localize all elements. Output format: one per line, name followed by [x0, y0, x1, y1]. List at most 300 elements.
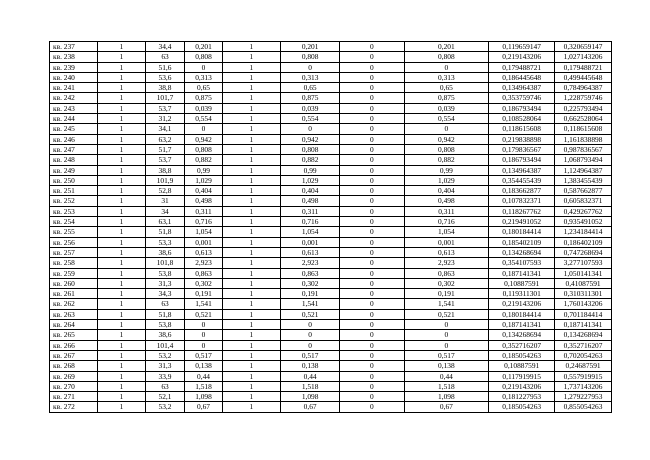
table-cell: 1 [98, 175, 145, 185]
table-cell: 0,039 [404, 103, 489, 113]
table-cell: 0,225793494 [555, 103, 612, 113]
table-cell: 0,186402109 [555, 237, 612, 247]
table-cell: 1 [98, 340, 145, 350]
table-cell: 0,180184414 [489, 309, 555, 319]
table-cell: 0,311 [404, 206, 489, 216]
table-cell: 0 [404, 320, 489, 330]
table-cell: 1 [222, 278, 280, 288]
apartment-label-cell: кв. 255 [50, 227, 98, 237]
apartment-label-cell: кв. 267 [50, 350, 98, 360]
apartment-table-body [50, 42, 612, 413]
table-cell: 0 [340, 330, 404, 340]
table-cell: 0,942 [404, 134, 489, 144]
table-cell: 1,541 [185, 299, 222, 309]
table-cell: 0 [404, 330, 489, 340]
table-row [50, 381, 612, 391]
table-cell: 0,784964387 [555, 83, 612, 93]
table-cell: 0,354455439 [489, 175, 555, 185]
table-row [50, 299, 612, 309]
table-cell: 0,517 [404, 350, 489, 360]
table-cell: 1 [98, 52, 145, 62]
table-cell: 1 [98, 299, 145, 309]
table-cell: 53,3 [145, 237, 185, 247]
table-cell: 0,187141341 [555, 320, 612, 330]
apartment-label-cell: кв. 238 [50, 52, 98, 62]
table-cell: 0,99 [281, 165, 340, 175]
table-cell: 1 [98, 309, 145, 319]
table-cell: 0,702054263 [555, 350, 612, 360]
table-cell: 0,039 [281, 103, 340, 113]
table-cell: 0 [340, 371, 404, 381]
table-cell: 0 [185, 330, 222, 340]
table-cell: 0,521 [404, 309, 489, 319]
table-cell: 38,8 [145, 165, 185, 175]
table-cell: 0 [340, 144, 404, 154]
table-cell: 1 [98, 103, 145, 113]
apartment-label-cell: кв. 266 [50, 340, 98, 350]
table-cell: 1,029 [281, 175, 340, 185]
table-cell: 1,279227953 [555, 392, 612, 402]
table-cell: 53,2 [145, 402, 185, 412]
table-cell: 1 [222, 309, 280, 319]
table-cell: 1 [98, 278, 145, 288]
apartment-label-cell: кв. 252 [50, 196, 98, 206]
table-cell: 0,747268694 [555, 247, 612, 257]
table-cell: 0,863 [281, 268, 340, 278]
table-cell: 0,942 [281, 134, 340, 144]
table-cell: 52,1 [145, 392, 185, 402]
table-cell: 0 [404, 340, 489, 350]
table-cell: 1,234184414 [555, 227, 612, 237]
table-cell: 1,098 [404, 392, 489, 402]
table-cell: 1 [222, 165, 280, 175]
table-row [50, 227, 612, 237]
table-cell: 0 [340, 268, 404, 278]
table-cell: 1,760143206 [555, 299, 612, 309]
table-cell: 1 [98, 93, 145, 103]
table-cell: 0 [340, 350, 404, 360]
table-cell: 0,201 [281, 42, 340, 52]
table-cell: 1 [98, 381, 145, 391]
table-cell: 0,24687591 [555, 361, 612, 371]
table-cell: 1,029 [404, 175, 489, 185]
table-cell: 0,44 [281, 371, 340, 381]
table-cell: 0,605832371 [555, 196, 612, 206]
table-cell: 0,10887591 [489, 361, 555, 371]
table-cell: 1 [222, 72, 280, 82]
table-cell: 1,050141341 [555, 268, 612, 278]
table-cell: 0,138 [404, 361, 489, 371]
table-cell: 0 [340, 237, 404, 247]
table-cell: 0,613 [281, 247, 340, 257]
table-cell: 0,311 [185, 206, 222, 216]
table-cell: 0,001 [281, 237, 340, 247]
table-cell: 1 [222, 268, 280, 278]
table-cell: 0,404 [281, 186, 340, 196]
table-cell: 0,180184414 [489, 227, 555, 237]
table-cell: 1 [98, 330, 145, 340]
table-cell: 0,352716207 [489, 340, 555, 350]
table-cell: 1 [98, 83, 145, 93]
apartment-label-cell: кв. 268 [50, 361, 98, 371]
table-cell: 0,855054263 [555, 402, 612, 412]
table-cell: 0 [340, 72, 404, 82]
table-cell: 1 [222, 42, 280, 52]
apartment-label-cell: кв. 250 [50, 175, 98, 185]
table-cell: 0,118615608 [489, 124, 555, 134]
table-row [50, 186, 612, 196]
table-cell: 0 [340, 186, 404, 196]
apartment-table-sheet [49, 41, 612, 413]
table-cell: 0,404 [404, 186, 489, 196]
table-cell: 0,808 [281, 144, 340, 154]
table-cell: 1 [98, 155, 145, 165]
table-cell: 1,054 [404, 227, 489, 237]
apartment-label-cell: кв. 248 [50, 155, 98, 165]
table-row [50, 83, 612, 93]
table-cell: 31 [145, 196, 185, 206]
table-cell: 1 [222, 186, 280, 196]
table-cell: 52,8 [145, 186, 185, 196]
table-row [50, 196, 612, 206]
table-row [50, 247, 612, 257]
table-row [50, 165, 612, 175]
table-row [50, 93, 612, 103]
table-cell: 0 [340, 114, 404, 124]
table-cell: 53,6 [145, 72, 185, 82]
table-cell: 0,138 [281, 361, 340, 371]
table-cell: 53,7 [145, 103, 185, 113]
table-cell: 0,185054263 [489, 350, 555, 360]
table-cell: 1 [222, 371, 280, 381]
table-cell: 0,41087591 [555, 278, 612, 288]
table-cell: 1 [222, 217, 280, 227]
table-cell: 0 [340, 124, 404, 134]
table-cell: 0 [340, 103, 404, 113]
table-cell: 0,499445648 [555, 72, 612, 82]
table-cell: 1 [222, 62, 280, 72]
table-cell: 1 [98, 72, 145, 82]
apartment-label-cell: кв. 245 [50, 124, 98, 134]
table-cell: 0 [340, 289, 404, 299]
apartment-label-cell: кв. 249 [50, 165, 98, 175]
table-cell: 0,808 [404, 52, 489, 62]
table-cell: 1 [98, 206, 145, 216]
apartment-label-cell: кв. 253 [50, 206, 98, 216]
table-cell: 0 [185, 62, 222, 72]
table-cell: 2,923 [185, 258, 222, 268]
table-cell: 1 [222, 124, 280, 134]
table-cell: 0,134964387 [489, 165, 555, 175]
table-cell: 0,183662877 [489, 186, 555, 196]
table-cell: 0 [340, 93, 404, 103]
table-cell: 1,228759746 [555, 93, 612, 103]
table-cell: 1 [222, 361, 280, 371]
apartment-label-cell: кв. 265 [50, 330, 98, 340]
table-cell: 0,313 [281, 72, 340, 82]
table-cell: 1 [222, 134, 280, 144]
table-cell: 0,191 [281, 289, 340, 299]
table-cell: 1 [222, 227, 280, 237]
table-cell: 34,3 [145, 289, 185, 299]
table-cell: 1 [222, 196, 280, 206]
table-cell: 0,498 [281, 196, 340, 206]
table-cell: 0,117919915 [489, 371, 555, 381]
table-cell: 0,134268694 [489, 247, 555, 257]
table-cell: 0,310311301 [555, 289, 612, 299]
table-cell: 0,186793494 [489, 103, 555, 113]
table-cell: 1 [98, 165, 145, 175]
table-cell: 0,201 [404, 42, 489, 52]
table-cell: 0,219143206 [489, 299, 555, 309]
table-cell: 53,8 [145, 320, 185, 330]
table-cell: 0 [404, 124, 489, 134]
table-cell: 1 [98, 114, 145, 124]
table-cell: 0,302 [404, 278, 489, 288]
apartment-label-cell: кв. 243 [50, 103, 98, 113]
table-row [50, 268, 612, 278]
table-cell: 0,138 [185, 361, 222, 371]
table-cell: 1 [98, 196, 145, 206]
table-cell: 0,67 [185, 402, 222, 412]
table-cell: 1 [98, 217, 145, 227]
table-cell: 2,923 [281, 258, 340, 268]
table-cell: 0 [404, 62, 489, 72]
table-cell: 0 [281, 340, 340, 350]
table-cell: 0,557919915 [555, 371, 612, 381]
table-cell: 0,808 [281, 52, 340, 62]
table-cell: 0,134964387 [489, 83, 555, 93]
table-cell: 0 [340, 62, 404, 72]
table-cell: 0 [340, 392, 404, 402]
table-row [50, 42, 612, 52]
table-cell: 53,7 [145, 155, 185, 165]
table-cell: 0,716 [281, 217, 340, 227]
table-cell: 0,875 [281, 93, 340, 103]
table-row [50, 278, 612, 288]
table-cell: 0,65 [185, 83, 222, 93]
table-cell: 1 [98, 134, 145, 144]
table-cell: 0,863 [185, 268, 222, 278]
table-cell: 38,6 [145, 247, 185, 257]
table-row [50, 350, 612, 360]
table-cell: 0,10887591 [489, 278, 555, 288]
apartment-label-cell: кв. 246 [50, 134, 98, 144]
table-cell: 0,716 [185, 217, 222, 227]
table-cell: 34,4 [145, 42, 185, 52]
table-cell: 0,219143206 [489, 52, 555, 62]
table-cell: 0,521 [281, 309, 340, 319]
table-cell: 0 [340, 278, 404, 288]
table-cell: 0,404 [185, 186, 222, 196]
table-cell: 0 [340, 206, 404, 216]
table-cell: 63,2 [145, 134, 185, 144]
apartment-label-cell: кв. 258 [50, 258, 98, 268]
table-cell: 1 [98, 268, 145, 278]
table-cell: 0,662528064 [555, 114, 612, 124]
table-cell: 0,882 [185, 155, 222, 165]
table-cell: 1 [98, 186, 145, 196]
table-cell: 0,67 [281, 402, 340, 412]
table-cell: 1 [222, 52, 280, 62]
table-cell: 1,027143206 [555, 52, 612, 62]
table-cell: 1,161838898 [555, 134, 612, 144]
table-cell: 0,186793494 [489, 155, 555, 165]
table-row [50, 72, 612, 82]
table-cell: 0,882 [281, 155, 340, 165]
table-cell: 0 [185, 320, 222, 330]
table-cell: 1 [222, 114, 280, 124]
table-cell: 0 [340, 227, 404, 237]
apartment-label-cell: кв. 241 [50, 83, 98, 93]
apartment-label-cell: кв. 247 [50, 144, 98, 154]
table-cell: 0,001 [185, 237, 222, 247]
table-cell: 0,554 [281, 114, 340, 124]
table-cell: 0,587662877 [555, 186, 612, 196]
apartment-label-cell: кв. 264 [50, 320, 98, 330]
table-cell: 0,001 [404, 237, 489, 247]
table-cell: 1,029 [185, 175, 222, 185]
table-cell: 53,8 [145, 268, 185, 278]
table-row [50, 392, 612, 402]
table-row [50, 371, 612, 381]
table-cell: 1,383455439 [555, 175, 612, 185]
table-cell: 1 [222, 175, 280, 185]
table-row [50, 134, 612, 144]
table-cell: 0,935491052 [555, 217, 612, 227]
table-row [50, 155, 612, 165]
table-row [50, 124, 612, 134]
apartment-label-cell: кв. 262 [50, 299, 98, 309]
table-cell: 0 [340, 299, 404, 309]
apartment-label-cell: кв. 244 [50, 114, 98, 124]
table-cell: 34 [145, 206, 185, 216]
table-cell: 1,541 [404, 299, 489, 309]
table-cell: 1 [222, 206, 280, 216]
table-cell: 63 [145, 299, 185, 309]
table-cell: 0,808 [404, 144, 489, 154]
table-cell: 1 [222, 381, 280, 391]
table-cell: 1 [222, 330, 280, 340]
table-row [50, 289, 612, 299]
apartment-label-cell: кв. 261 [50, 289, 98, 299]
apartment-label-cell: кв. 256 [50, 237, 98, 247]
table-cell: 0,187141341 [489, 268, 555, 278]
table-cell: 1 [98, 361, 145, 371]
table-cell: 1,124964387 [555, 165, 612, 175]
table-cell: 1 [222, 144, 280, 154]
table-row [50, 402, 612, 412]
table-cell: 0,942 [185, 134, 222, 144]
table-cell: 1 [222, 103, 280, 113]
table-cell: 1 [222, 155, 280, 165]
table-cell: 0,99 [404, 165, 489, 175]
apartment-label-cell: кв. 251 [50, 186, 98, 196]
table-cell: 31,3 [145, 278, 185, 288]
table-cell: 101,7 [145, 93, 185, 103]
table-cell: 0 [340, 196, 404, 206]
table-cell: 1 [98, 227, 145, 237]
table-cell: 0,716 [404, 217, 489, 227]
table-cell: 63 [145, 52, 185, 62]
table-cell: 0 [340, 134, 404, 144]
table-cell: 0,219491052 [489, 217, 555, 227]
table-cell: 1,068793494 [555, 155, 612, 165]
table-cell: 51,7 [145, 144, 185, 154]
table-row [50, 309, 612, 319]
table-cell: 0,187141341 [489, 320, 555, 330]
table-cell: 0,219143206 [489, 381, 555, 391]
table-cell: 0,44 [404, 371, 489, 381]
table-cell: 0,118615608 [555, 124, 612, 134]
table-cell: 0 [340, 402, 404, 412]
table-cell: 1 [222, 247, 280, 257]
table-cell: 0,67 [404, 402, 489, 412]
table-cell: 1 [98, 247, 145, 257]
apartment-label-cell: кв. 272 [50, 402, 98, 412]
table-cell: 101,4 [145, 340, 185, 350]
table-cell: 0 [281, 320, 340, 330]
apartment-label-cell: кв. 254 [50, 217, 98, 227]
table-cell: 1 [222, 299, 280, 309]
table-cell: 0,134268694 [489, 330, 555, 340]
table-cell: 0,191 [185, 289, 222, 299]
table-cell: 0 [340, 155, 404, 165]
table-cell: 1,541 [281, 299, 340, 309]
table-cell: 0 [340, 83, 404, 93]
table-cell: 53,2 [145, 350, 185, 360]
table-cell: 0,185402109 [489, 237, 555, 247]
table-cell: 0 [281, 124, 340, 134]
table-row [50, 217, 612, 227]
table-cell: 0,701184414 [555, 309, 612, 319]
table-cell: 33,9 [145, 371, 185, 381]
table-cell: 0,554 [404, 114, 489, 124]
table-cell: 0,521 [185, 309, 222, 319]
table-cell: 1 [98, 350, 145, 360]
table-cell: 1 [98, 320, 145, 330]
table-cell: 0 [340, 320, 404, 330]
table-cell: 0,119659147 [489, 42, 555, 52]
table-cell: 0,179488721 [489, 62, 555, 72]
table-cell: 1 [98, 144, 145, 154]
table-cell: 0 [340, 42, 404, 52]
table-cell: 0,613 [185, 247, 222, 257]
table-cell: 0,181227953 [489, 392, 555, 402]
table-cell: 0 [340, 52, 404, 62]
table-row [50, 237, 612, 247]
table-cell: 31,3 [145, 361, 185, 371]
table-cell: 34,1 [145, 124, 185, 134]
apartment-label-cell: кв. 242 [50, 93, 98, 103]
table-cell: 1,518 [185, 381, 222, 391]
table-row [50, 206, 612, 216]
table-cell: 0,219838898 [489, 134, 555, 144]
table-cell: 0,863 [404, 268, 489, 278]
table-cell: 0,302 [281, 278, 340, 288]
table-cell: 1 [98, 392, 145, 402]
table-cell: 31,2 [145, 114, 185, 124]
table-cell: 0,311 [281, 206, 340, 216]
table-cell: 0,498 [185, 196, 222, 206]
table-cell: 51,8 [145, 309, 185, 319]
table-cell: 1,518 [281, 381, 340, 391]
table-cell: 0,882 [404, 155, 489, 165]
table-cell: 38,8 [145, 83, 185, 93]
apartment-label-cell: кв. 239 [50, 62, 98, 72]
table-cell: 0 [185, 340, 222, 350]
table-cell: 1 [222, 340, 280, 350]
